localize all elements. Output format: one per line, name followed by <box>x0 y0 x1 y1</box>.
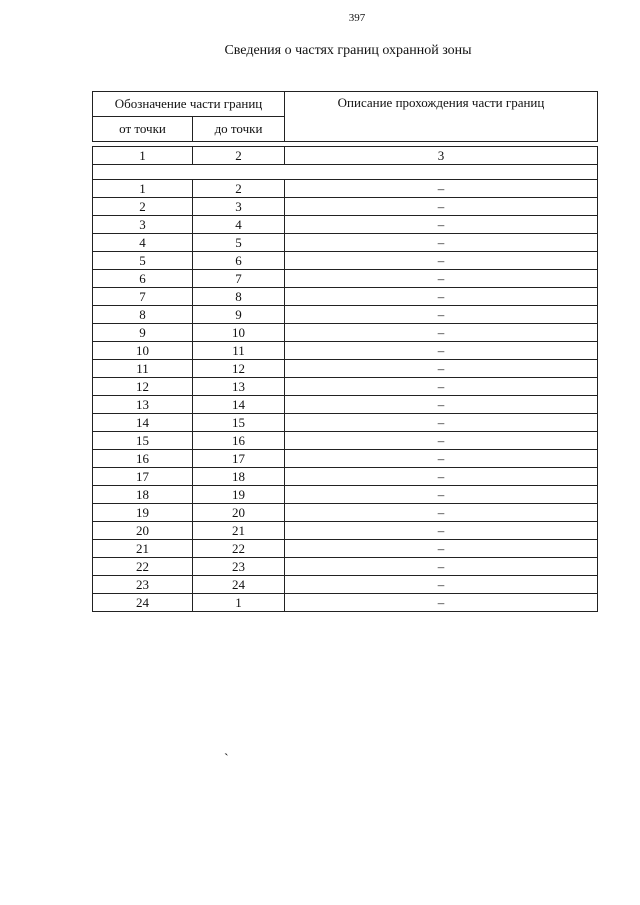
from-point-cell: 5 <box>93 252 193 270</box>
table-row <box>93 378 598 396</box>
description-cell: – <box>285 234 598 252</box>
to-point-cell: 21 <box>193 522 285 540</box>
table-row <box>93 468 598 486</box>
table-row <box>93 414 598 432</box>
description-cell: – <box>285 270 598 288</box>
to-point-cell: 20 <box>193 504 285 522</box>
from-point-cell: 19 <box>93 504 193 522</box>
from-point-cell: 20 <box>93 522 193 540</box>
to-point-cell: 23 <box>193 558 285 576</box>
table-row <box>93 558 598 576</box>
to-point-cell: 4 <box>193 216 285 234</box>
description-cell: – <box>285 360 598 378</box>
from-point-cell: 8 <box>93 306 193 324</box>
description-cell: – <box>285 558 598 576</box>
to-point-cell: 16 <box>193 432 285 450</box>
table-row <box>93 324 598 342</box>
from-point-cell: 7 <box>93 288 193 306</box>
to-point-cell: 10 <box>193 324 285 342</box>
description-cell: – <box>285 504 598 522</box>
table-row <box>93 198 598 216</box>
to-point-cell: 12 <box>193 360 285 378</box>
from-point-cell: 14 <box>93 414 193 432</box>
header-description-cell: Описание прохождения части границ <box>285 92 598 142</box>
table-row <box>93 396 598 414</box>
table-row <box>93 180 598 198</box>
table-row <box>93 540 598 558</box>
to-point-cell: 13 <box>193 378 285 396</box>
table-row <box>93 522 598 540</box>
description-cell: – <box>285 396 598 414</box>
description-cell: – <box>285 414 598 432</box>
blank-cell <box>93 165 598 180</box>
to-point-cell: 6 <box>193 252 285 270</box>
from-point-cell: 13 <box>93 396 193 414</box>
description-cell: – <box>285 180 598 198</box>
description-cell: – <box>285 468 598 486</box>
to-point-cell: 1 <box>193 594 285 612</box>
from-point-cell: 18 <box>93 486 193 504</box>
to-point-cell: 17 <box>193 450 285 468</box>
description-cell: – <box>285 288 598 306</box>
from-point-cell: 12 <box>93 378 193 396</box>
from-point-cell: 10 <box>93 342 193 360</box>
from-point-cell: 21 <box>93 540 193 558</box>
header-group-cell: Обозначение части границ <box>93 92 285 117</box>
description-cell: – <box>285 522 598 540</box>
table-row <box>93 234 598 252</box>
from-point-cell: 4 <box>93 234 193 252</box>
to-point-cell: 22 <box>193 540 285 558</box>
column-number-row <box>93 147 598 165</box>
from-point-cell: 9 <box>93 324 193 342</box>
to-point-cell: 5 <box>193 234 285 252</box>
from-point-cell: 1 <box>93 180 193 198</box>
from-point-cell: 17 <box>93 468 193 486</box>
table-row <box>93 450 598 468</box>
column-number-cell: 3 <box>285 147 598 165</box>
table-row <box>93 306 598 324</box>
from-point-cell: 24 <box>93 594 193 612</box>
to-point-cell: 24 <box>193 576 285 594</box>
description-cell: – <box>285 252 598 270</box>
to-point-cell: 8 <box>193 288 285 306</box>
header-row <box>93 92 598 117</box>
from-point-cell: 3 <box>93 216 193 234</box>
blank-row <box>93 165 598 180</box>
description-cell: – <box>285 324 598 342</box>
from-point-cell: 2 <box>93 198 193 216</box>
header-from-cell: от точки <box>93 117 193 142</box>
description-cell: – <box>285 216 598 234</box>
from-point-cell: 6 <box>93 270 193 288</box>
table-row <box>93 342 598 360</box>
from-point-cell: 11 <box>93 360 193 378</box>
from-point-cell: 22 <box>93 558 193 576</box>
description-cell: – <box>285 576 598 594</box>
description-cell: – <box>285 594 598 612</box>
column-number-cell: 2 <box>193 147 285 165</box>
to-point-cell: 14 <box>193 396 285 414</box>
description-cell: – <box>285 450 598 468</box>
to-point-cell: 9 <box>193 306 285 324</box>
table-row <box>93 252 598 270</box>
description-cell: – <box>285 306 598 324</box>
description-cell: – <box>285 432 598 450</box>
to-point-cell: 15 <box>193 414 285 432</box>
description-cell: – <box>285 198 598 216</box>
table-row <box>93 504 598 522</box>
table-row <box>93 288 598 306</box>
table-row <box>93 270 598 288</box>
table-row <box>93 576 598 594</box>
to-point-cell: 3 <box>193 198 285 216</box>
description-cell: – <box>285 378 598 396</box>
document-title: Сведения о частях границ охранной зоны <box>224 43 472 58</box>
boundary-parts-table <box>92 91 598 612</box>
to-point-cell: 18 <box>193 468 285 486</box>
table-row <box>93 594 598 612</box>
from-point-cell: 23 <box>93 576 193 594</box>
to-point-cell: 2 <box>193 180 285 198</box>
table-row <box>93 360 598 378</box>
to-point-cell: 11 <box>193 342 285 360</box>
to-point-cell: 7 <box>193 270 285 288</box>
header-to-cell: до точки <box>193 117 285 142</box>
table-row <box>93 486 598 504</box>
column-number-cell: 1 <box>93 147 193 165</box>
from-point-cell: 15 <box>93 432 193 450</box>
page-number: 397 <box>348 12 366 24</box>
to-point-cell: 19 <box>193 486 285 504</box>
stray-mark: ` <box>224 752 229 767</box>
table-row <box>93 432 598 450</box>
description-cell: – <box>285 342 598 360</box>
table-row <box>93 216 598 234</box>
description-cell: – <box>285 540 598 558</box>
from-point-cell: 16 <box>93 450 193 468</box>
description-cell: – <box>285 486 598 504</box>
